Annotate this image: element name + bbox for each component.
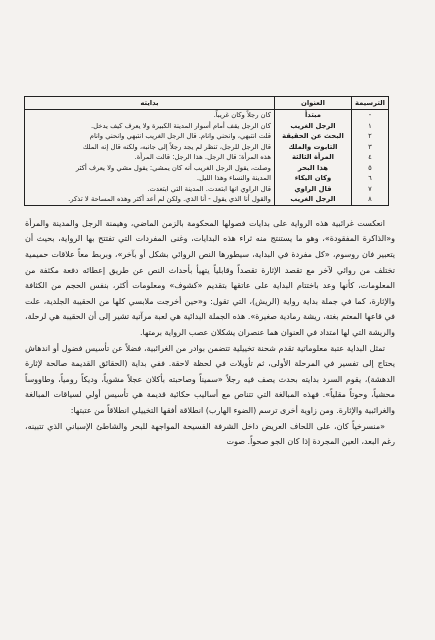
row-opening: والقول أنا الذي يقول - أنا الذي. ولكن لم أعد أكثر وهذه المساحة لا تذكر. xyxy=(25,194,275,205)
row-opening: كان رجلاً وكان غريباً. xyxy=(25,110,275,121)
table-row xyxy=(25,152,389,162)
table-row xyxy=(25,131,389,141)
paragraph: انعكست غرائبية هذه الرواية على بدايات فصولها المحكومة بالزمن الماضي، وهيمنة الرجل والمدينة والمرأة و«الذاكرة المفقودة»، وهو ما يستنتج منه ثراء هذه البدايات، وغنى المفردات التي تفتتح بها الرواية، بحيث أن يتعبير فان روسوم، «كل مفردة في البداية، سيطورها النص الروائي بشكل أو بآخر»، وبربط معاً علاقات حميمية تختلف من روائي لآخر مع تقصد الإثارة تقصداً وقابلياً يتهيأ بأحداث النص عن طريق إعطائه دفعة مكثفة من المعلومات، كأنها وعد باختتام البداية على عاتقها بتقديم «كشوف» ومعلومات أكثر، بنفس الحجم من الكثافة والإثارة، كما في جملة بداية رواية (الريش)، التي تقول: و«حين أخرجت ملابسي كلها من الحقيبة الجلدية، علت في قاعها المعتم بغتة، ريشة رمادية صغيرة». هذه الجملة البدائية هي لعبة مرآتية تشير إلى أن الحقيبة هي لرحلة، والريشة التي لها امتداد في العنوان هما عنصران يشكلان عصب الرواية برمتها. xyxy=(25,218,395,337)
row-num: ٦ xyxy=(351,173,388,183)
table-row xyxy=(25,173,389,183)
row-opening: كان الرجل يقف أمام أسوار المدينة الكبيرة ولا يعرف كيف يدخل. xyxy=(25,121,275,131)
row-title: الرجل الغريب xyxy=(274,121,351,131)
table-header-row xyxy=(25,97,389,110)
table-row xyxy=(25,194,389,205)
row-num: ٧ xyxy=(351,184,388,194)
table-row xyxy=(25,110,389,121)
row-num: ٨ xyxy=(351,194,388,205)
table-body xyxy=(25,110,389,205)
row-opening: وصلت، يقول الرجل الغريب أنه كان يمشي: يقول مشي ولا يعرف أكثر xyxy=(25,163,275,173)
table-row xyxy=(25,121,389,131)
row-title: التابوت والملك xyxy=(274,142,351,152)
paragraph: تمثل البداية عتبة معلوماتية تقدم شحنة تخييلية تتضمن بوادر من الغرائبية، فضلاً عن تأسيس فضول أو اندهاش يحتاج إلى تفسير في المرحلة الأولى، ثم تأويلات في لحظة لاحقة. ففي بداية (الحقائق القديمة صالحة لإثارة الدهشة)، يقوم السرد بدايته بحدث يصف فيه رجلاً «سميناً وصاحبته بأكلان عجلاً مشوياً، وديكاً رومياً، وطاووساً محشياً، وحوتاً مقلياً». فهذه المبالغة التي تتناص مع أساليب حكائية قديمة هي تأسيس أولي لسياقات المبالغة والغرائبية والإثارة. ومن زاوية أخرى ترسم (الضوء الهارب) انطلاقة أفقها التخييلي انطلاقاً من عتبتها: xyxy=(25,343,395,415)
row-num: ١ xyxy=(351,121,388,131)
table-row xyxy=(25,184,389,194)
row-title: وكان البكاء xyxy=(274,173,351,183)
row-num: ٢ xyxy=(351,131,388,141)
chapters-table xyxy=(24,96,389,206)
row-opening: المدينة والنساء وهذا الليل. xyxy=(25,173,275,183)
row-title: مبتدأ xyxy=(274,110,351,121)
row-opening: قال الرجل للرجل، تنظر لم يجد رجلاً إلى جانبه، ولكنه قال إنه الملك xyxy=(25,142,275,152)
header-title: العنوان xyxy=(274,97,351,110)
row-num: - xyxy=(351,110,388,121)
row-title: الرجل الغريب xyxy=(274,194,351,205)
row-title: قال الراوي xyxy=(274,184,351,194)
row-title: هذا البحر xyxy=(274,163,351,173)
body-text xyxy=(25,216,395,450)
header-num: الترسيمة xyxy=(351,97,388,110)
row-opening: هذه المرأة: قال الرجل. هذا الرجل: قالت المرأة. xyxy=(25,152,275,162)
row-opening: قال الراوي انها ابتعدت. المدينة التي ابتعدت. xyxy=(25,184,275,194)
row-opening: قلت انتبهي، وانحني وانام. قال الرجل الغريب انتبهي وانحني وانام xyxy=(25,131,275,141)
header-opening: بدايته xyxy=(25,97,275,110)
row-title: البحث عن الحقيقة xyxy=(274,131,351,141)
row-num: ٥ xyxy=(351,163,388,173)
table-row xyxy=(25,163,389,173)
row-num: ٤ xyxy=(351,152,388,162)
table-row xyxy=(25,142,389,152)
row-title: المرأة الثالثة xyxy=(274,152,351,162)
paragraph: «منسرخياً كان، على اللحاف العريض داخل الشرفة الفسيحة المواجهة للبحر والشاطئ الإسباني الذي تتبينه، رغم البعد، العين المجردة إذا كان الجو صحواً. صوت xyxy=(25,421,395,447)
row-num: ٣ xyxy=(351,142,388,152)
